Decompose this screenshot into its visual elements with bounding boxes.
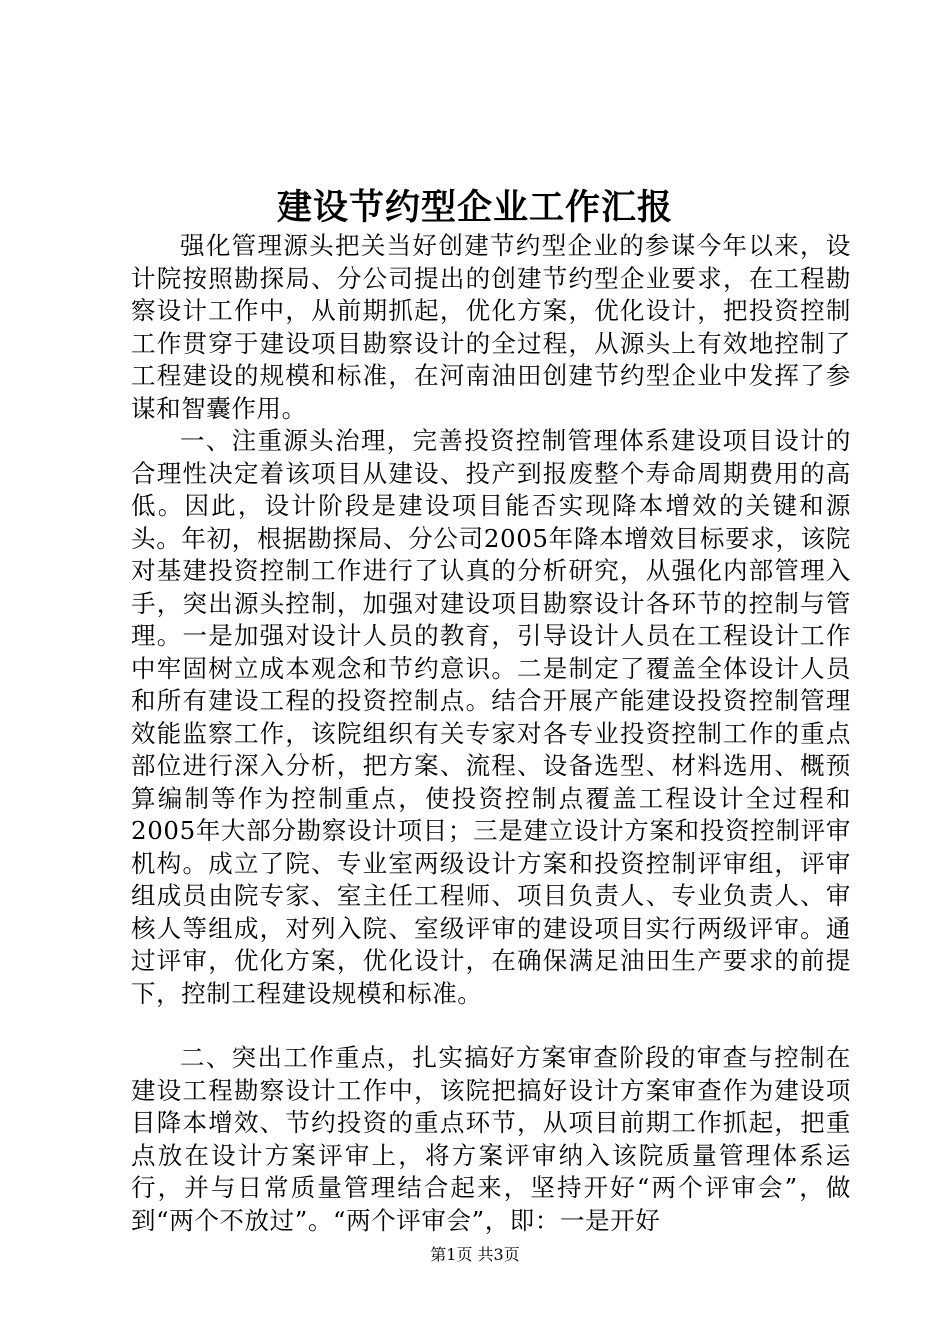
document-title: 建设节约型企业工作汇报 <box>276 187 673 228</box>
paragraph-section-2: 二、突出工作重点，扎实搞好方案审查阶段的审查与控制在建设工程勘察设计工作中，该院把搞好设计方案审查作为建设项目降本增效、节约投资的重点环节，从项目前期工作抓起，把重点放在设计方案评审上，将方案评审纳入该院质量管理体系运行，并与日常质量管理结合起来，坚持开好“两个评审会”，做到“两个不放过”。“两个评审会”，即：一是开好 <box>131 1043 851 1235</box>
page-footer: 第1页 共3页 <box>430 1245 520 1264</box>
paragraph-section-1: 一、注重源头治理，完善投资控制管理体系建设项目设计的合理性决定着该项目从建设、投产到报废整个寿命周期费用的高低。因此，设计阶段是建设项目能否实现降本增效的关键和源头。年初，根据勘探局、分公司2005年降本增效目标要求，该院对基建投资控制工作进行了认真的分析研究，从强化内部管理入手，突出源头控制，加强对建设项目勘察设计各环节的控制与管理。一是加强对设计人员的教育，引导设计人员在工程设计工作中牢固树立成本观念和节约意识。二是制定了覆盖全体设计人员和所有建设工程的投资控制点。结合开展产能建设投资控制管理效能监察工作，该院组织有关专家对各专业投资控制工作的重点部位进行深入分析，把方案、流程、设备选型、材料选用、概预算编制等作为控制重点，使投资控制点覆盖工程设计全过程和2005年大部分勘察设计项目；三是建立设计方案和投资控制评审机构。成立了院、专业室两级设计方案和投资控制评审组，评审组成员由院专家、室主任工程师、项目负责人、专业负责人、审核人等组成，对列入院、室级评审的建设项目实行两级评审。通过评审，优化方案，优化设计，在确保满足油田生产要求的前提下，控制工程建设规模和标准。 <box>131 426 851 1008</box>
paragraph-intro: 强化管理源头把关当好创建节约型企业的参谋今年以来，设计院按照勘探局、分公司提出的创建节约型企业要求，在工程勘察设计工作中，从前期抓起，优化方案，优化设计，把投资控制工作贯穿于建设项目勘察设计的全过程，从源头上有效地控制了工程建设的规模和标准，在河南油田创建节约型企业中发挥了参谋和智囊作用。 <box>131 231 851 423</box>
document-body <box>131 230 851 1237</box>
